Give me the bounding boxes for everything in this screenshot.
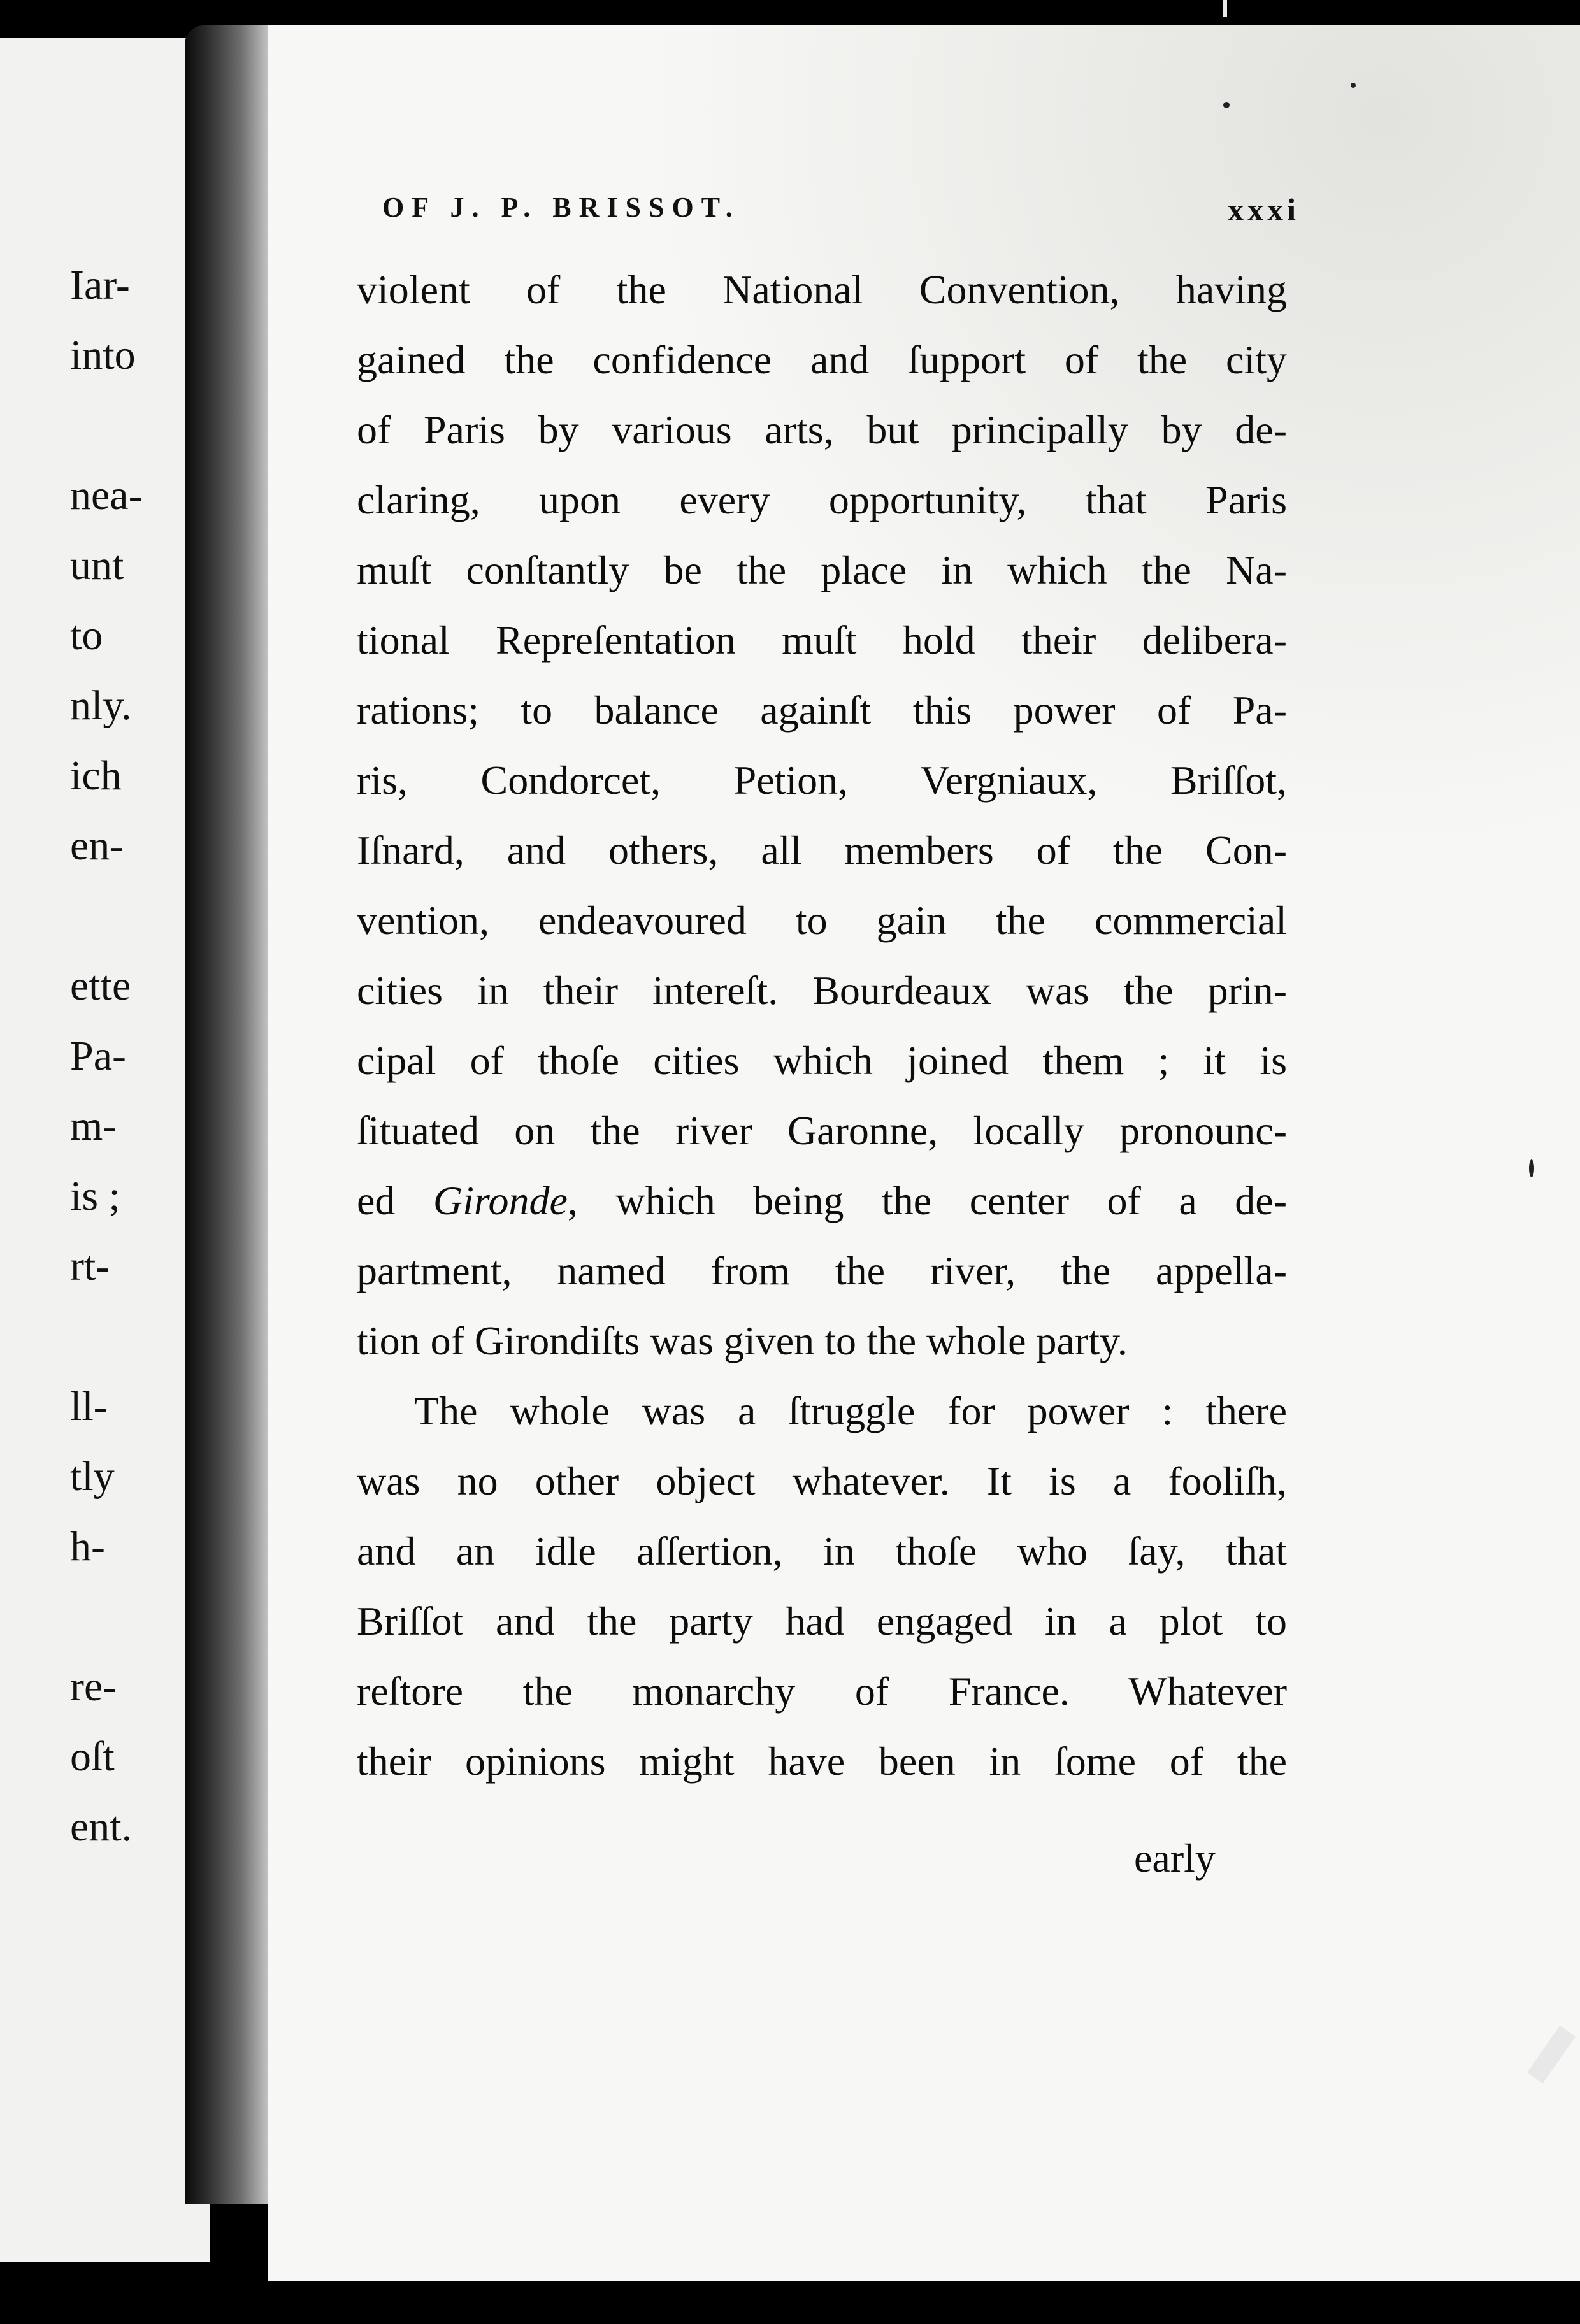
text-line: rations; to balance againſt this power of Pa- — [357, 687, 1287, 733]
paragraph-first-line: The whole was a ſtruggle for power : there — [414, 1388, 1287, 1433]
page-header — [382, 191, 1300, 236]
left-fragment: oſt — [70, 1733, 115, 1780]
text-line: Iſnard, and others, all members of the Con- — [357, 828, 1287, 873]
left-fragment: en- — [70, 822, 124, 869]
left-fragment: nly. — [70, 682, 132, 729]
text-line: of Paris by various arts, but principally by de- — [357, 407, 1287, 452]
running-head: OF J. P. BRISSOT. — [382, 192, 740, 223]
left-fragment: nea- — [70, 472, 143, 519]
text-line-gironde — [357, 1166, 1287, 1236]
text-line: reſtore the monarchy of France. Whatever — [357, 1668, 1287, 1714]
body-text — [357, 255, 1287, 1797]
text-line: vention, endeavoured to gain the commercial — [357, 898, 1287, 943]
left-fragment: unt — [70, 542, 124, 589]
text-line: tion of Girondiſts was given to the whole party. — [357, 1318, 1128, 1363]
text-line: Briſſot and the party had engaged in a plot to — [357, 1598, 1287, 1644]
text-line: gained the confidence and ſupport of the city — [357, 337, 1287, 382]
text-segment: , which being the center of a de- — [567, 1178, 1287, 1223]
left-fragment: tly — [70, 1453, 115, 1500]
left-fragment: to — [70, 612, 103, 659]
paper-speck — [1529, 1159, 1534, 1177]
page-number: xxxi — [1228, 192, 1300, 227]
left-fragment: m- — [70, 1103, 117, 1149]
catchword: early — [1134, 1835, 1216, 1881]
text-line: and an idle aſſertion, in thoſe who ſay, that — [357, 1528, 1287, 1574]
text-line: ris, Condorcet, Petion, Vergniaux, Briſſot, — [357, 757, 1287, 803]
left-fragment: ent. — [70, 1804, 133, 1850]
text-line: claring, upon every opportunity, that Paris — [357, 477, 1287, 522]
scan-edge-tick — [1223, 0, 1227, 17]
paper-speck — [1351, 83, 1356, 88]
left-fragment: ich — [70, 752, 122, 799]
text-line: tional Repreſentation muſt hold their delibera- — [357, 617, 1287, 663]
left-fragment: h- — [70, 1523, 105, 1570]
left-fragment: Iar- — [70, 262, 130, 308]
left-facing-page — [0, 38, 210, 2262]
text-line: violent of the National Convention, having — [357, 267, 1287, 312]
text-line: partment, named from the river, the appella- — [357, 1248, 1287, 1293]
text-line: was no other object whatever. It is a fooliſh, — [357, 1458, 1287, 1503]
paper-speck — [1223, 102, 1230, 108]
text-line: muſt conſtantly be the place in which the Na- — [357, 547, 1287, 592]
left-fragment: rt- — [70, 1243, 110, 1289]
text-line: ſituated on the river Garonne, locally pronounc- — [357, 1108, 1287, 1153]
left-fragment: into — [70, 332, 136, 378]
text-line: cipal of thoſe cities which joined them ; it is — [357, 1038, 1287, 1083]
text-line: their opinions might have been in ſome of the — [357, 1739, 1287, 1784]
left-fragment: ette — [70, 963, 131, 1009]
text-segment: ed — [357, 1178, 433, 1223]
left-fragment: is ; — [70, 1173, 120, 1219]
left-fragment: re- — [70, 1663, 117, 1710]
italic-term: Gironde — [433, 1178, 568, 1223]
left-fragment: Pa- — [70, 1033, 126, 1079]
left-fragment: ll- — [70, 1383, 108, 1430]
text-line: cities in their intereſt. Bourdeaux was the prin- — [357, 968, 1287, 1013]
